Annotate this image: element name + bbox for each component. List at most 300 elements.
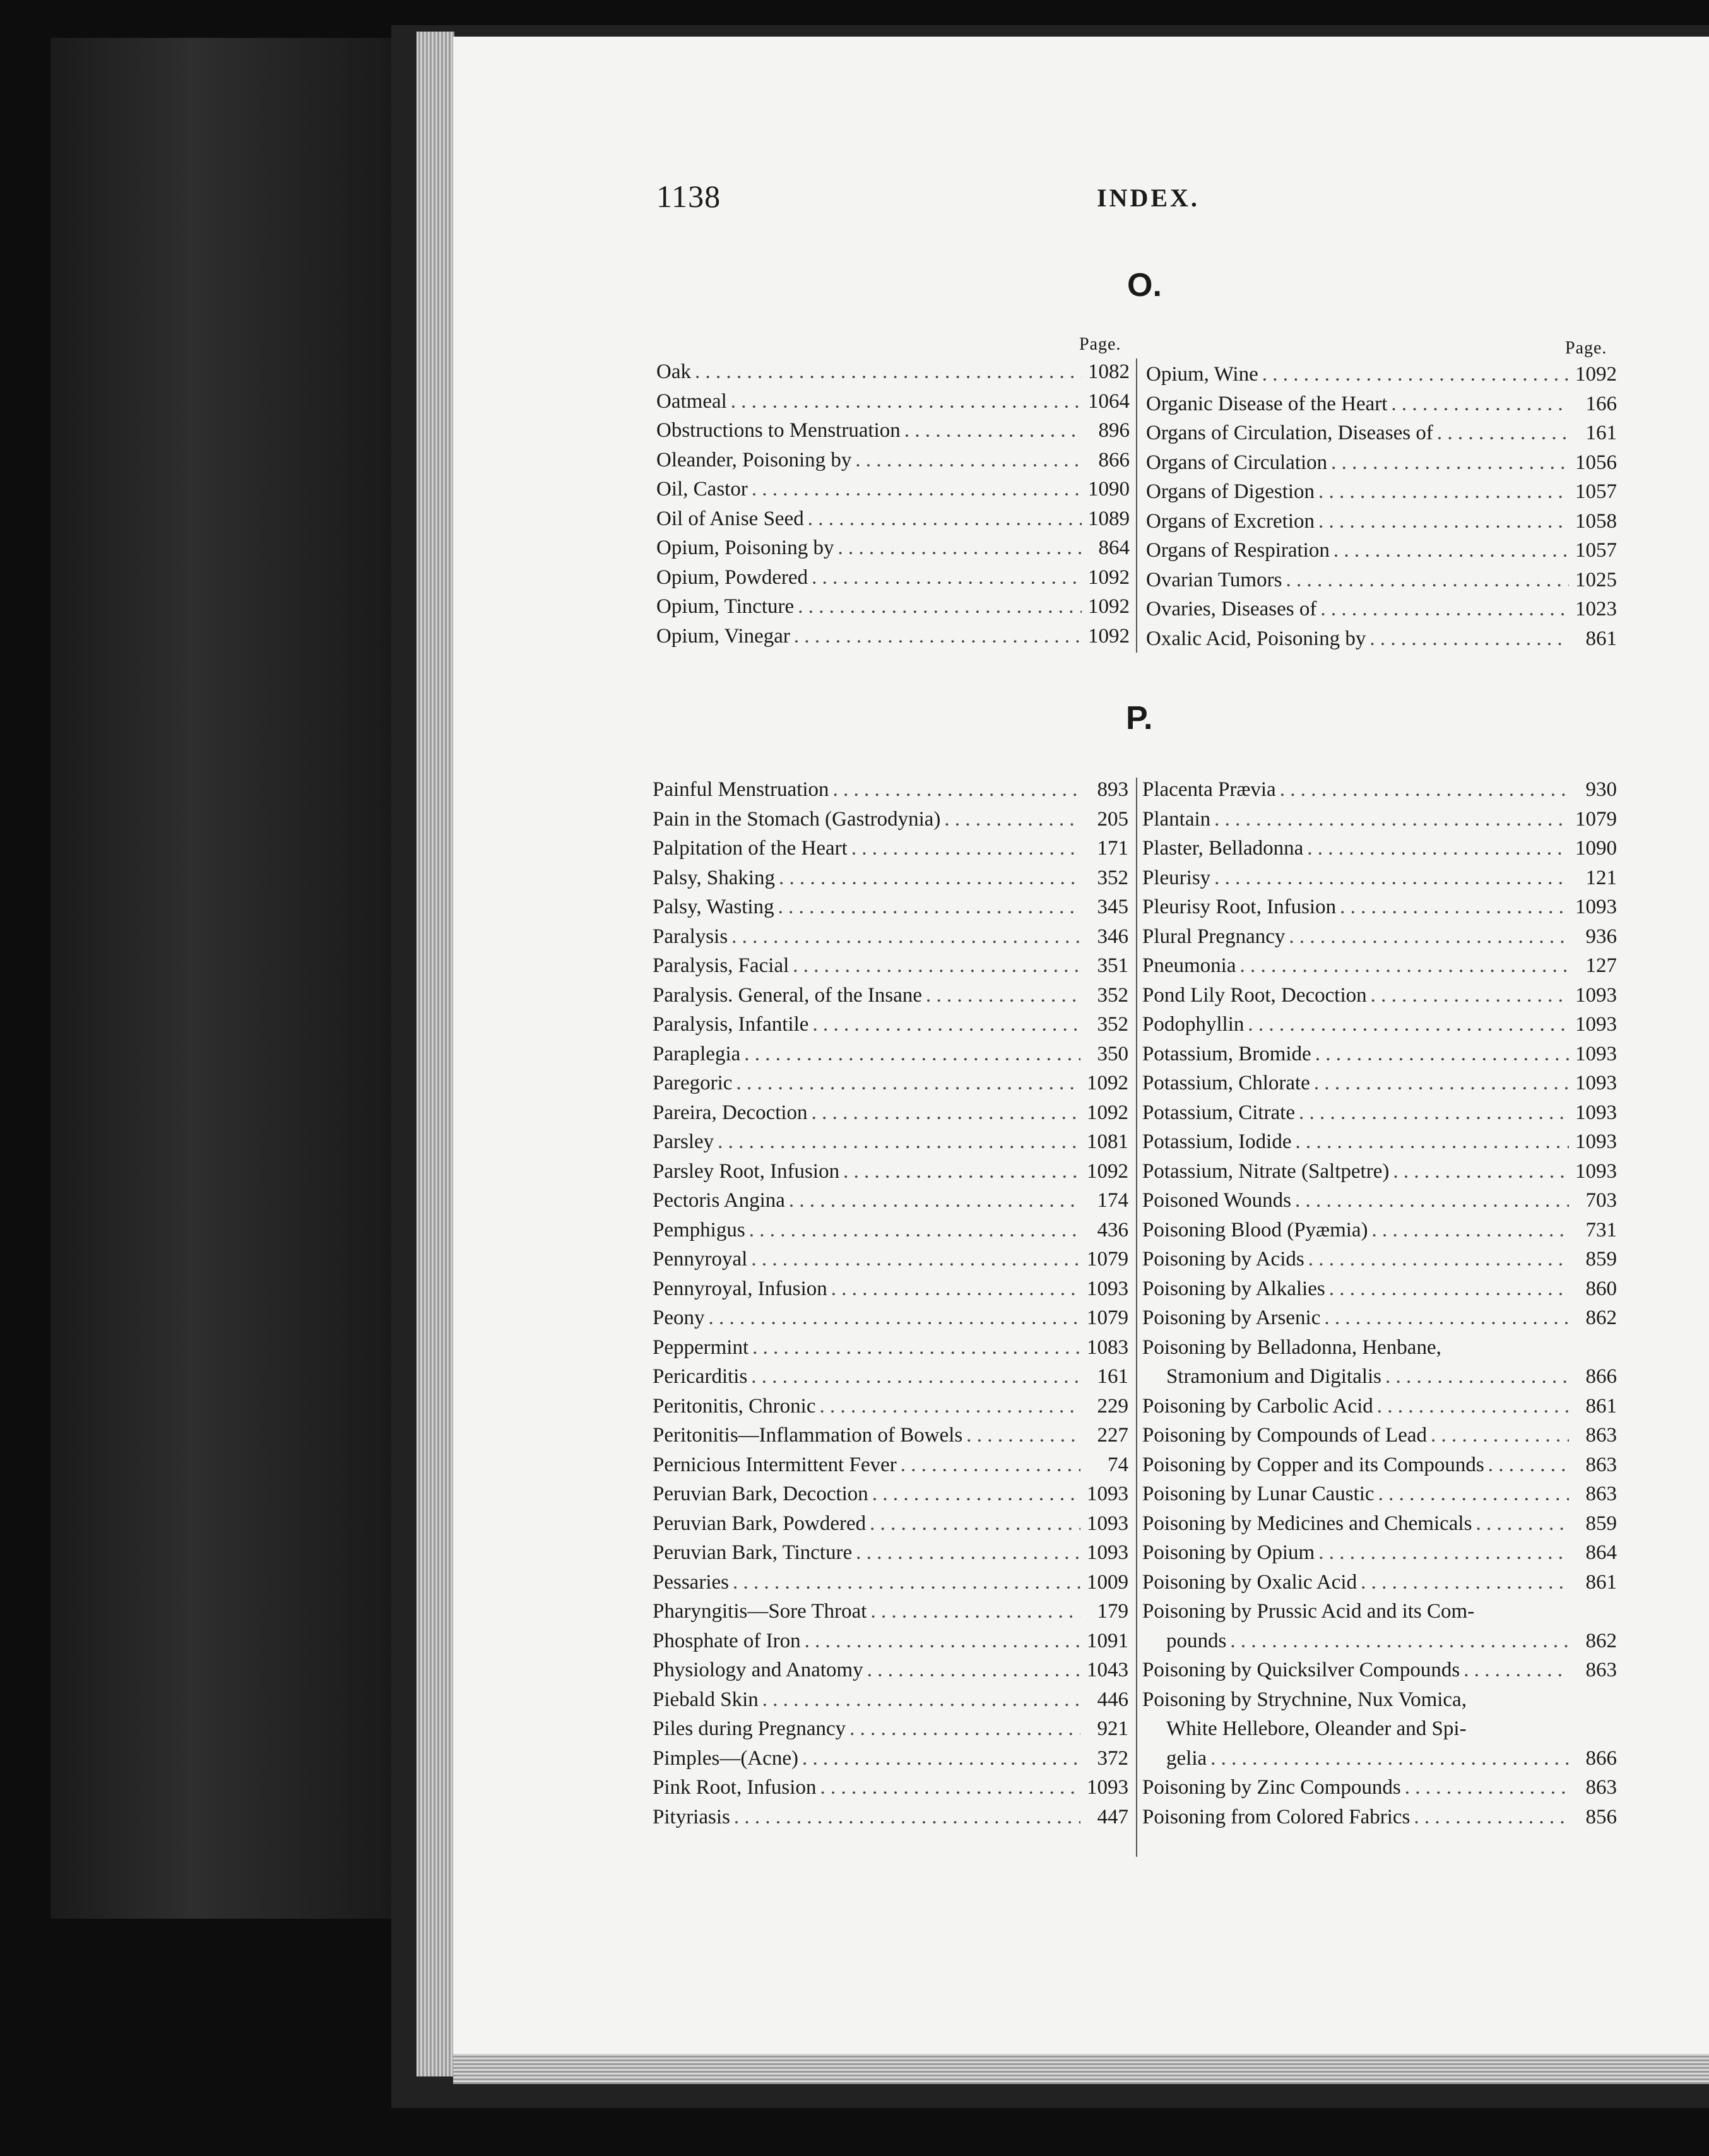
entry-term: Organs of Circulation, Diseases of [1146, 422, 1433, 444]
entry-term: Potassium, Nitrate (Saltpetre) [1142, 1159, 1390, 1183]
entry-term: Parsley [653, 1130, 714, 1153]
index-entry [656, 592, 1130, 622]
index-entry [653, 1333, 1128, 1363]
entry-page-number: 446 [1097, 1688, 1128, 1711]
entry-page-number: 1093 [1087, 1512, 1128, 1535]
index-entry [1142, 1245, 1617, 1274]
dot-leader [709, 1303, 1081, 1333]
dot-leader [812, 1010, 1080, 1040]
index-entry [1142, 1098, 1617, 1128]
dot-leader [1333, 536, 1569, 566]
entry-page-number: 166 [1585, 392, 1617, 415]
index-entry [1142, 1186, 1617, 1216]
entry-term: Plaster, Belladonna [1142, 837, 1304, 860]
dot-leader [851, 834, 1080, 863]
entry-page-number: 1081 [1087, 1130, 1128, 1153]
index-column-o-left [656, 357, 1130, 651]
dot-leader [1248, 1010, 1569, 1040]
entry-term: Obstructions to Menstruation [656, 419, 901, 442]
entry-term: Paregoric [653, 1072, 733, 1094]
entry-page-number: 864 [1585, 1541, 1617, 1564]
dot-leader [749, 1216, 1080, 1245]
index-entry [653, 1568, 1128, 1597]
entry-term: White Hellebore, Oleander and Spi- [1166, 1717, 1467, 1740]
dot-leader [1414, 1803, 1569, 1832]
index-entry [1142, 863, 1617, 893]
entry-term: Organs of Respiration [1146, 539, 1330, 562]
entry-term: Poisoning by Zinc Compounds [1142, 1776, 1401, 1799]
index-entry [653, 1098, 1128, 1128]
entry-term: Potassium, Chlorate [1142, 1072, 1310, 1094]
index-entry [653, 1744, 1128, 1774]
entry-page-number: 1093 [1087, 1277, 1128, 1300]
entry-page-number: 127 [1585, 954, 1617, 977]
entry-page-number: 1092 [1575, 363, 1617, 386]
entry-term: Organs of Excretion [1146, 509, 1315, 533]
index-entry [1142, 1216, 1617, 1245]
index-entry [1146, 418, 1617, 448]
entry-term: pounds [1166, 1629, 1227, 1652]
entry-term: Opium, Tincture [656, 595, 795, 618]
index-column-p-right [1142, 775, 1617, 1832]
index-entry [1142, 892, 1617, 922]
entry-page-number: 447 [1097, 1805, 1128, 1828]
dot-leader [734, 1803, 1080, 1832]
dot-leader [944, 805, 1080, 834]
dot-leader [1488, 1450, 1569, 1480]
entry-page-number: 1093 [1087, 1483, 1128, 1505]
entry-term: Pleurisy [1142, 866, 1211, 889]
dot-leader [1464, 1656, 1569, 1685]
entry-term: Poisoned Wounds [1142, 1189, 1292, 1212]
entry-page-number: 74 [1108, 1453, 1128, 1476]
dot-leader [752, 1333, 1080, 1363]
entry-term: Poisoning by Medicines and Chemicals [1142, 1512, 1472, 1535]
dot-leader [812, 563, 1082, 593]
dot-leader [870, 1509, 1080, 1539]
entry-term: Pemphigus [653, 1218, 745, 1241]
index-entry [653, 834, 1128, 863]
column-divider-o [1136, 358, 1137, 653]
index-entry [1142, 1274, 1617, 1304]
index-entry [653, 1656, 1128, 1685]
index-entry [656, 504, 1130, 534]
entry-term: Poisoning by Oxalic Acid [1142, 1570, 1357, 1594]
dot-leader [731, 387, 1082, 417]
entry-term: Poisoning from Colored Fabrics [1142, 1805, 1410, 1828]
entry-term: Paralysis [653, 925, 728, 948]
entry-term: Podophyllin [1142, 1013, 1245, 1036]
page-column-label-left: Page. [1079, 335, 1121, 354]
entry-page-number: 1025 [1575, 568, 1617, 591]
entry-page-number: 345 [1097, 896, 1128, 918]
dot-leader [1239, 951, 1569, 981]
entry-page-number: 179 [1097, 1600, 1128, 1623]
index-entry [1142, 951, 1617, 981]
entry-page-number: 864 [1098, 536, 1130, 559]
entry-page-number: 731 [1585, 1218, 1617, 1241]
dot-leader [1315, 1040, 1569, 1069]
index-entry [653, 805, 1128, 834]
dot-leader [789, 1186, 1080, 1216]
entry-term: Organic Disease of the Heart [1146, 392, 1388, 415]
dot-leader [1214, 805, 1569, 834]
entry-term: Phosphate of Iron [653, 1629, 801, 1652]
entry-page-number: 1057 [1575, 539, 1617, 562]
entry-page-number: 863 [1585, 1483, 1617, 1505]
dot-leader [849, 1714, 1080, 1744]
index-entry [1142, 1303, 1617, 1333]
index-entry [653, 892, 1128, 922]
entry-page-number: 1093 [1575, 983, 1617, 1007]
dot-leader [855, 446, 1082, 475]
entry-term: Piebald Skin [653, 1688, 759, 1711]
index-entry [656, 622, 1130, 651]
entry-page-number: 227 [1097, 1424, 1128, 1447]
entry-term: Peony [653, 1306, 705, 1329]
dot-leader [751, 1362, 1080, 1392]
dot-leader [831, 1274, 1080, 1304]
entry-term: Peruvian Bark, Decoction [653, 1483, 868, 1505]
index-entry [1146, 536, 1617, 566]
dot-leader [1320, 595, 1569, 624]
entry-term: Ovarian Tumors [1146, 568, 1282, 591]
entry-term: Parsley Root, Infusion [653, 1159, 840, 1183]
index-entry [1142, 1157, 1617, 1187]
index-entry [656, 475, 1130, 504]
dot-leader [867, 1656, 1080, 1685]
entry-page-number: 229 [1097, 1394, 1128, 1418]
entry-term: Poisoning by Lunar Caustic [1142, 1483, 1375, 1505]
dot-leader [744, 1040, 1080, 1069]
entry-term: Poisoning by Belladonna, Henbane, [1142, 1336, 1441, 1359]
entry-page-number: 1057 [1575, 480, 1617, 503]
dot-leader [1286, 566, 1569, 595]
index-entry [653, 1392, 1128, 1421]
index-entry [1142, 834, 1617, 863]
dot-leader [837, 533, 1082, 563]
index-entry [653, 1040, 1128, 1069]
entry-page-number: 1079 [1087, 1306, 1128, 1329]
dot-leader [798, 592, 1082, 622]
entry-page-number: 121 [1585, 866, 1617, 889]
entry-page-number: 205 [1097, 807, 1128, 831]
index-entry [653, 1186, 1128, 1216]
entry-term: Pennyroyal, Infusion [653, 1277, 827, 1300]
entry-page-number: 1093 [1087, 1776, 1128, 1799]
entry-page-number: 859 [1585, 1248, 1617, 1270]
dot-leader [1437, 418, 1569, 448]
entry-term: Poisoning by Copper and its Compounds [1142, 1453, 1484, 1476]
dot-leader [1214, 863, 1569, 893]
entry-page-number: 1092 [1088, 624, 1130, 648]
dot-leader [1295, 1186, 1569, 1216]
dot-leader [872, 1479, 1080, 1509]
index-entry [1142, 981, 1617, 1010]
entry-page-number: 1091 [1087, 1629, 1128, 1652]
index-entry [656, 563, 1130, 593]
entry-term: Potassium, Citrate [1142, 1101, 1295, 1124]
entry-page-number: 1093 [1575, 1101, 1617, 1124]
entry-page-number: 372 [1097, 1746, 1128, 1770]
dot-leader [718, 1127, 1080, 1157]
entry-term: Pharyngitis—Sore Throat [653, 1600, 867, 1623]
entry-page-number: 1009 [1087, 1570, 1128, 1594]
dot-leader [1308, 1245, 1569, 1274]
index-entry [1142, 1626, 1617, 1656]
index-entry [1142, 1069, 1617, 1098]
entry-term: Pink Root, Infusion [653, 1776, 817, 1799]
index-entry [1142, 1744, 1617, 1774]
dot-leader [820, 1773, 1080, 1803]
entry-term: Palpitation of the Heart [653, 837, 848, 860]
entry-term: Poisoning by Prussic Acid and its Com- [1142, 1600, 1475, 1623]
entry-term: Ovaries, Diseases of [1146, 598, 1317, 620]
index-entry [1142, 1685, 1617, 1715]
index-entry [1142, 1538, 1617, 1568]
entry-term: Plantain [1142, 807, 1211, 831]
dot-leader [1371, 981, 1569, 1010]
entry-page-number: 859 [1585, 1512, 1617, 1535]
entry-term: Poisoning Blood (Pyæmia) [1142, 1218, 1368, 1241]
entry-page-number: 1093 [1575, 896, 1617, 918]
entry-page-number: 1090 [1088, 478, 1130, 500]
entry-page-number: 862 [1585, 1306, 1617, 1329]
entry-term: Palsy, Wasting [653, 896, 774, 918]
entry-term: Oak [656, 360, 691, 383]
entry-page-number: 1056 [1575, 451, 1617, 474]
dot-leader [1318, 507, 1569, 536]
dot-leader [1361, 1568, 1569, 1597]
dot-leader [1372, 1216, 1569, 1245]
index-entry [653, 1714, 1128, 1744]
index-entry [1146, 477, 1617, 507]
entry-page-number: 1064 [1088, 389, 1130, 413]
entry-term: Poisoning by Acids [1142, 1248, 1304, 1270]
index-entry [656, 416, 1130, 446]
entry-term: Plural Pregnancy [1142, 925, 1286, 948]
entry-page-number: 1092 [1088, 595, 1130, 618]
index-entry [1142, 1479, 1617, 1509]
entry-page-number: 896 [1098, 419, 1130, 442]
entry-term: Pond Lily Root, Decoction [1142, 983, 1367, 1007]
entry-page-number: 866 [1098, 448, 1130, 471]
entry-page-number: 866 [1585, 1365, 1617, 1388]
entry-term: Opium, Vinegar [656, 624, 790, 648]
entry-page-number: 1079 [1575, 807, 1617, 831]
page-bottom-edge [453, 2054, 1709, 2084]
index-entry [653, 1597, 1128, 1626]
entry-term: Opium, Powdered [656, 566, 808, 589]
index-entry [1142, 1421, 1617, 1450]
dot-leader [736, 1069, 1080, 1098]
index-entry [653, 863, 1128, 893]
index-entry [653, 1421, 1128, 1450]
dot-leader [752, 475, 1082, 504]
dot-leader [1340, 892, 1569, 922]
entry-page-number: 1093 [1575, 1072, 1617, 1094]
dot-leader [870, 1597, 1080, 1626]
index-entry [1142, 805, 1617, 834]
index-entry [1146, 360, 1617, 389]
entry-term: Organs of Digestion [1146, 480, 1315, 503]
dot-leader [1314, 1069, 1569, 1098]
index-entry [1142, 1362, 1617, 1392]
entry-page-number: 171 [1097, 837, 1128, 860]
entry-page-number: 863 [1585, 1659, 1617, 1681]
index-entry [1142, 1127, 1617, 1157]
entry-page-number: 352 [1097, 1013, 1128, 1036]
index-entry [1146, 624, 1617, 654]
index-entry [1142, 1773, 1617, 1803]
entry-term: Oil of Anise Seed [656, 507, 804, 530]
dot-leader [833, 775, 1080, 805]
index-entry [1142, 1803, 1617, 1832]
section-heading-p: P. [1126, 700, 1153, 737]
entry-page-number: 861 [1585, 1570, 1617, 1594]
dot-leader [1329, 1274, 1569, 1304]
entry-page-number: 863 [1585, 1424, 1617, 1447]
index-entry [656, 387, 1130, 417]
entry-page-number: 436 [1097, 1218, 1128, 1241]
dot-leader [904, 416, 1082, 446]
entry-page-number: 352 [1097, 866, 1128, 889]
entry-term: Poisoning by Compounds of Lead [1142, 1424, 1427, 1447]
index-entry [1142, 1656, 1617, 1685]
index-entry [653, 1216, 1128, 1245]
entry-page-number: 1092 [1087, 1101, 1128, 1124]
entry-term: Paralysis, Facial [653, 954, 789, 977]
index-entry [1142, 1568, 1617, 1597]
entry-term: Potassium, Iodide [1142, 1130, 1292, 1153]
index-entry [1146, 595, 1617, 624]
dot-leader [966, 1421, 1080, 1450]
index-entry [1142, 1333, 1617, 1363]
index-entry [653, 1157, 1128, 1187]
entry-page-number: 1023 [1575, 598, 1617, 620]
entry-term: Pernicious Intermittent Fever [653, 1453, 897, 1476]
index-entry [1142, 1392, 1617, 1421]
index-entry [656, 533, 1130, 563]
entry-page-number: 866 [1585, 1746, 1617, 1770]
dot-leader [733, 1568, 1080, 1597]
entry-page-number: 352 [1097, 983, 1128, 1007]
entry-term: Pennyroyal [653, 1248, 748, 1270]
entry-page-number: 856 [1585, 1805, 1617, 1828]
dot-leader [1324, 1303, 1569, 1333]
entry-term: Paralysis. General, of the Insane [653, 983, 923, 1007]
index-entry [1142, 1597, 1617, 1626]
dot-leader [794, 622, 1082, 651]
index-entry [653, 1773, 1128, 1803]
entry-term: Physiology and Anatomy [653, 1659, 863, 1681]
column-divider-p [1136, 778, 1137, 1857]
entry-term: Pericarditis [653, 1365, 748, 1388]
entry-term: Opium, Wine [1146, 363, 1258, 386]
index-entry [653, 1362, 1128, 1392]
index-entry [656, 446, 1130, 475]
entry-term: Pain in the Stomach (Gastrodynia) [653, 807, 941, 831]
entry-page-number: 703 [1585, 1189, 1617, 1212]
index-column-o-right [1146, 360, 1617, 653]
index-entry [1142, 922, 1617, 952]
dot-leader [1377, 1392, 1569, 1421]
entry-term: Paraplegia [653, 1042, 741, 1065]
page-edge [417, 32, 454, 2076]
entry-page-number: 1093 [1575, 1013, 1617, 1036]
entry-page-number: 161 [1585, 422, 1617, 444]
index-entry [653, 951, 1128, 981]
entry-term: gelia [1166, 1746, 1207, 1770]
entry-term: Painful Menstruation [653, 778, 829, 801]
dot-leader [1369, 624, 1569, 654]
dot-leader [1431, 1421, 1569, 1450]
entry-page-number: 161 [1097, 1365, 1128, 1388]
dot-leader [793, 951, 1080, 981]
entry-term: Poisoning by Carbolic Acid [1142, 1394, 1373, 1418]
index-entry [653, 1509, 1128, 1539]
dot-leader [762, 1685, 1080, 1715]
dot-leader [1280, 775, 1569, 805]
dot-leader [926, 981, 1080, 1010]
dot-leader [901, 1450, 1080, 1480]
dot-leader [1393, 1157, 1569, 1187]
index-entry [653, 1303, 1128, 1333]
entry-term: Placenta Prævia [1142, 778, 1276, 801]
entry-term: Potassium, Bromide [1142, 1042, 1311, 1065]
entry-term: Oil, Castor [656, 478, 748, 500]
index-entry [1146, 566, 1617, 595]
dot-leader [731, 922, 1080, 952]
entry-page-number: 1093 [1575, 1159, 1617, 1183]
entry-term: Pimples—(Acne) [653, 1746, 798, 1770]
dot-leader [1405, 1773, 1569, 1803]
entry-page-number: 861 [1585, 1394, 1617, 1418]
section-heading-o: O. [1127, 267, 1162, 304]
index-entry [653, 1127, 1128, 1157]
entry-term: Poisoning by Alkalies [1142, 1277, 1325, 1300]
dot-leader [778, 892, 1080, 922]
dot-leader [1307, 834, 1569, 863]
dot-leader [802, 1744, 1080, 1774]
entry-page-number: 863 [1585, 1453, 1617, 1476]
index-entry [653, 1010, 1128, 1040]
entry-page-number: 893 [1097, 778, 1128, 801]
dot-leader [695, 357, 1082, 387]
dot-leader [856, 1538, 1080, 1568]
entry-page-number: 1089 [1088, 507, 1130, 530]
entry-page-number: 930 [1585, 778, 1617, 801]
entry-term: Palsy, Shaking [653, 866, 776, 889]
entry-page-number: 1043 [1087, 1659, 1128, 1681]
entry-page-number: 1079 [1087, 1248, 1128, 1270]
page-column-label-right: Page. [1565, 338, 1607, 358]
index-entry [653, 981, 1128, 1010]
entry-page-number: 861 [1585, 627, 1617, 650]
index-entry [653, 1479, 1128, 1509]
entry-page-number: 1090 [1575, 837, 1617, 860]
dot-leader [820, 1392, 1081, 1421]
entry-term: Organs of Circulation [1146, 451, 1328, 474]
entry-page-number: 1092 [1088, 566, 1130, 589]
dot-leader [751, 1245, 1080, 1274]
entry-page-number: 1058 [1575, 509, 1617, 533]
dot-leader [843, 1157, 1080, 1187]
dot-leader [779, 863, 1080, 893]
entry-page-number: 1093 [1575, 1042, 1617, 1065]
index-entry [1142, 1714, 1617, 1744]
index-entry [1142, 1010, 1617, 1040]
